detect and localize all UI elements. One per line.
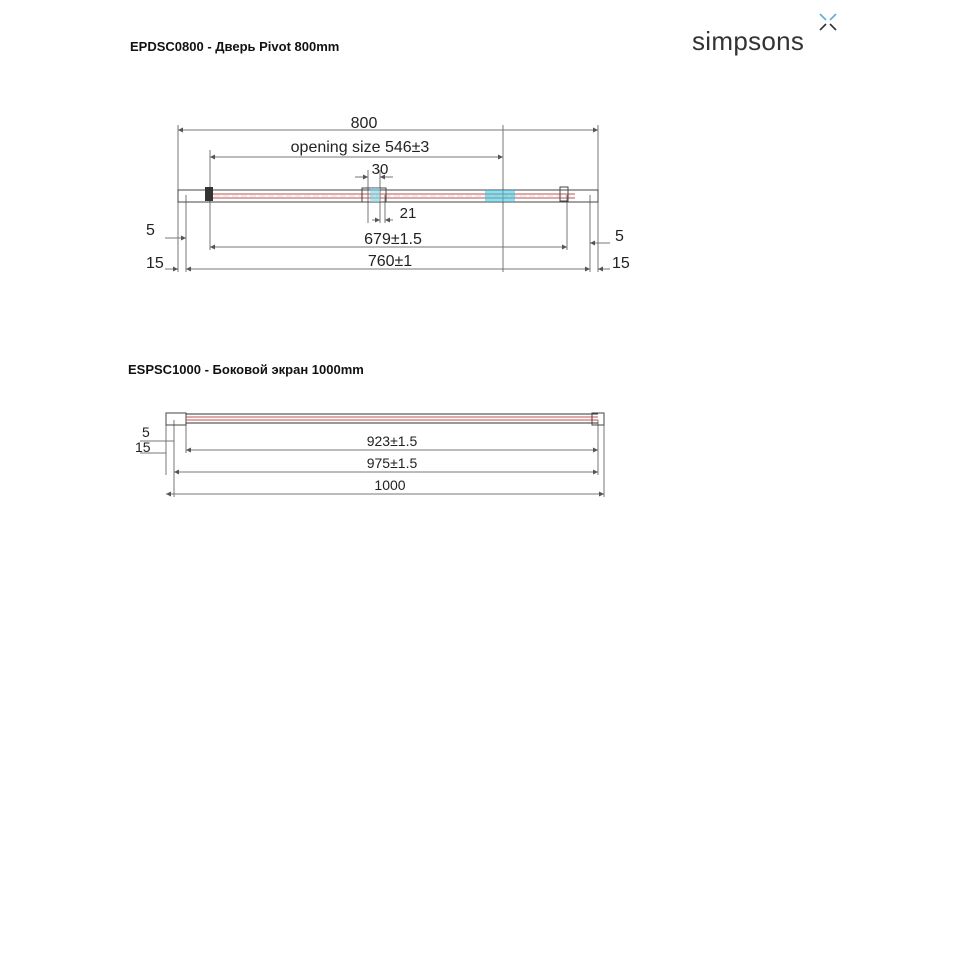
- left-5-label: 5: [146, 222, 155, 239]
- screen-drawing-title: ESPSC1000 - Боковой экран 1000mm: [128, 362, 364, 377]
- dim-679-label: 679±1.5: [364, 231, 422, 248]
- left-15-label: 15: [146, 255, 164, 272]
- dim-21-label: 21: [399, 205, 417, 222]
- right-5-label: 5: [615, 228, 624, 245]
- right-15-label: 15: [612, 255, 630, 272]
- dim-1000-label: 1000: [374, 477, 406, 493]
- dim-30-label: 30: [371, 161, 389, 178]
- brand-logo: simpsons: [692, 26, 805, 56]
- dim-760-label: 760±1: [367, 253, 413, 270]
- screen-left-15-label: 15: [135, 439, 151, 455]
- opening-size-label: opening size 546±3: [290, 139, 430, 156]
- dim-923-label: 923±1.5: [366, 433, 418, 449]
- dim-800-label: 800: [350, 115, 378, 132]
- screen-left-5-label: 5: [142, 424, 150, 440]
- door-drawing-title: EPDSC0800 - Дверь Pivot 800mm: [130, 39, 340, 54]
- dim-975-label: 975±1.5: [366, 455, 418, 471]
